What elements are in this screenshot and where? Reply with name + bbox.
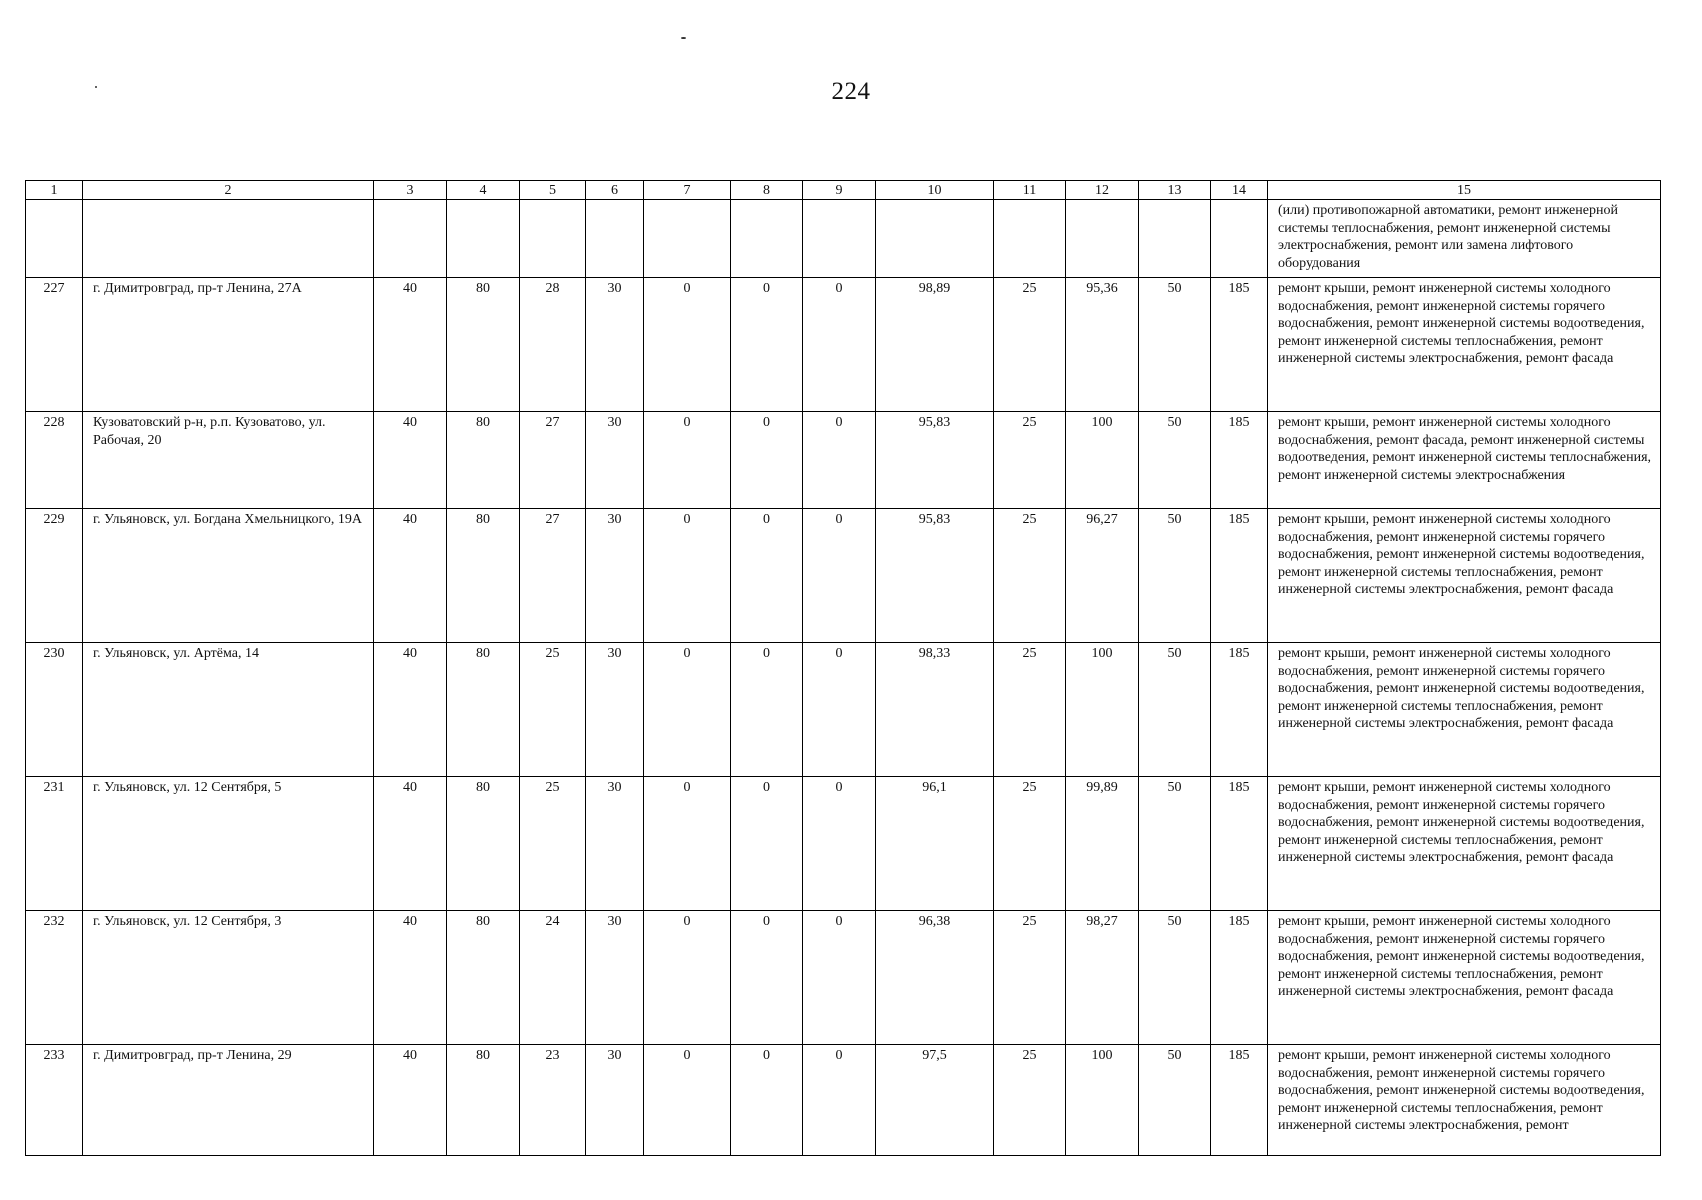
cell-text: 100 [1091,646,1113,661]
cell-text: 230 [43,646,65,661]
works-cell [1268,911,1661,1045]
header-cell: 10 [876,181,994,200]
cell-text: 99,89 [1086,780,1118,795]
value-cell [994,278,1066,412]
cell-text: 40 [403,512,417,527]
value-cell [374,278,447,412]
value-cell [1211,911,1268,1045]
cell-text: 0 [683,914,691,929]
table-row [26,911,1661,1045]
cell-text: г. Димитровград, пр-т Ленина, 27А [93,281,302,296]
cell-text: 98,89 [918,281,951,296]
value-cell [644,777,731,911]
table-row [26,1045,1661,1156]
value-cell [520,412,586,509]
value-cell [876,278,994,412]
header-cell: 12 [1066,181,1139,200]
cell-text: Кузоватовский р-н, р.п. Кузоватово, ул. Рабочая, 20 [93,415,326,448]
cell-text: 96,27 [1086,512,1118,527]
value-cell [586,643,644,777]
header-cell: 13 [1139,181,1211,200]
cell-text: ремонт крыши, ремонт инженерной системы холодного водоснабжения, ремонт инженерной системы горячего водоснабжения, ремонт инженерной системы водоотведения, ремонт инженерной системы теплоснабжения, ремонт инженерной системы электроснабжения, ремонт фасада [1278,646,1645,731]
cell-text: 25 [1022,281,1037,296]
value-cell [731,1045,803,1156]
scan-speck [95,86,97,88]
address-cell [83,412,374,509]
value-cell [1066,911,1139,1045]
value-cell [374,643,447,777]
value-cell [1066,278,1139,412]
cell-text: 97,5 [922,1048,947,1063]
continuation-row [26,200,1661,278]
header-cell: 11 [994,181,1066,200]
scan-speck [681,37,686,39]
cell-text: 40 [403,914,417,929]
value-cell [1139,278,1211,412]
value-cell [1211,509,1268,643]
cell-text: 231 [43,780,65,795]
value-cell [447,643,520,777]
value-cell [520,643,586,777]
address-cell [83,509,374,643]
header-cell: 7 [644,181,731,200]
value-cell [1139,1045,1211,1156]
value-cell [731,278,803,412]
cell-text: 100 [1091,415,1113,430]
value-cell [520,777,586,911]
cell-text: 50 [1167,1048,1182,1063]
value-cell [1139,777,1211,911]
value-cell [1139,509,1211,643]
cell-text: 40 [403,780,417,795]
cell-text: 185 [1228,914,1250,929]
cell-text: г. Димитровград, пр-т Ленина, 29 [93,1048,292,1063]
value-cell [994,643,1066,777]
value-cell [994,412,1066,509]
header-cell: 9 [803,181,876,200]
cell-text: 50 [1167,415,1182,430]
cell-text: 232 [43,914,65,929]
value-cell [644,1045,731,1156]
value-cell [731,643,803,777]
value-cell [644,643,731,777]
cell-text: 0 [763,780,770,795]
cell-text: 0 [763,1048,770,1063]
header-row [26,181,1661,200]
cell-text: 30 [607,512,622,527]
row-number-cell [26,412,83,509]
cell-text: ремонт крыши, ремонт инженерной системы холодного водоснабжения, ремонт инженерной системы горячего водоснабжения, ремонт инженерной системы водоотведения, ремонт инженерной системы теплоснабжения, ремонт инженерной системы электроснабжения, ремонт фасада [1278,914,1645,999]
cell-text: 30 [607,914,622,929]
value-cell [447,412,520,509]
value-cell [1211,643,1268,777]
value-cell [447,509,520,643]
header-cell: 3 [374,181,447,200]
value-cell [447,911,520,1045]
value-cell [586,1045,644,1156]
value-cell [447,777,520,911]
row-number-cell [26,911,83,1045]
cell-text: 40 [403,281,417,296]
cell-text: 0 [835,646,843,661]
table-row [26,509,1661,643]
value-cell [731,911,803,1045]
cell-text: 100 [1091,1048,1113,1063]
value-cell [803,1045,876,1156]
value-cell [803,777,876,911]
value-cell [520,911,586,1045]
cell-text: 0 [835,512,843,527]
cell-text: 185 [1228,646,1250,661]
value-cell [1066,412,1139,509]
cell-text: 96,1 [922,780,947,795]
value-cell [1211,1045,1268,1156]
cell-text: 185 [1228,1048,1250,1063]
cell-text: 50 [1167,646,1182,661]
cell-text: 27 [545,512,560,527]
cell-text: 233 [43,1048,65,1063]
value-cell [803,412,876,509]
works-cell [1268,509,1661,643]
cell-text: 95,83 [918,512,951,527]
value-cell [876,412,994,509]
cell-text: 40 [403,415,417,430]
cell-text: 0 [835,415,843,430]
cell-text: 23 [545,1048,560,1063]
cell-text: 25 [1022,914,1037,929]
cell-text: 30 [607,1048,622,1063]
value-cell [1139,643,1211,777]
cell-text: г. Ульяновск, ул. Богдана Хмельницкого, 19А [93,512,362,527]
works-cell [1268,412,1661,509]
page-number: 224 [831,78,871,105]
address-cell [83,911,374,1045]
value-cell [586,911,644,1045]
cell-text: 40 [403,646,417,661]
value-cell [994,777,1066,911]
value-cell [586,412,644,509]
works-cell [1268,278,1661,412]
cell-text: 0 [835,1048,843,1063]
cell-text: 80 [476,646,490,661]
cell-text: 30 [607,780,622,795]
cell-text: 0 [683,281,691,296]
header-cell: 8 [731,181,803,200]
cell-text: 80 [476,780,490,795]
cell-text: 0 [763,914,770,929]
address-cell [83,278,374,412]
value-cell [644,509,731,643]
cell-text: 25 [1022,512,1037,527]
cell-text: 0 [763,646,770,661]
works-cell [1268,777,1661,911]
cell-text: 50 [1167,512,1182,527]
value-cell [803,509,876,643]
cell-text: 98,33 [918,646,951,661]
cell-text: 0 [835,780,843,795]
cell-text: г. Ульяновск, ул. 12 Сентября, 3 [93,914,282,929]
cell-text: 0 [763,415,770,430]
cell-text: 25 [1022,415,1037,430]
cell-text: 229 [43,512,65,527]
cell-text: 0 [683,1048,691,1063]
table-row [26,278,1661,412]
value-cell [374,777,447,911]
value-cell [520,509,586,643]
cell-text: 95,36 [1086,281,1118,296]
value-cell [1139,911,1211,1045]
cell-text: 25 [545,646,560,661]
value-cell [520,1045,586,1156]
value-cell [803,278,876,412]
value-cell [1139,412,1211,509]
row-number-cell [26,777,83,911]
value-cell [1066,777,1139,911]
cell-text: 96,38 [918,914,951,929]
header-cell: 6 [586,181,644,200]
value-cell [1211,777,1268,911]
cell-text: г. Ульяновск, ул. 12 Сентября, 5 [93,780,282,795]
cell-text: 185 [1228,512,1250,527]
value-cell [876,643,994,777]
cell-text: 0 [683,646,691,661]
cell-text: 227 [43,281,65,296]
cell-text: 27 [545,415,560,430]
value-cell [374,412,447,509]
cell-text: 185 [1228,281,1250,296]
cell-text: 25 [1022,646,1037,661]
value-cell [876,1045,994,1156]
cell-text: 0 [835,281,843,296]
address-cell [83,777,374,911]
cell-text: 0 [683,415,691,430]
value-cell [731,509,803,643]
cell-text: 50 [1167,281,1182,296]
value-cell [374,509,447,643]
value-cell [803,643,876,777]
row-number-cell [26,278,83,412]
header-cell: 14 [1211,181,1268,200]
value-cell [1066,509,1139,643]
cell-text: 185 [1228,780,1250,795]
value-cell [1066,1045,1139,1156]
address-cell [83,1045,374,1156]
value-cell [994,911,1066,1045]
cell-text: 80 [476,512,490,527]
header-cell: 15 [1268,181,1661,200]
header-cell: 5 [520,181,586,200]
table-row [26,643,1661,777]
cell-text: 80 [476,281,490,296]
works-cell: (или) противопожарной автоматики, ремонт инженерной системы теплоснабжения, ремонт инженерной системы электроснабжения, ремонт или замена лифтового оборудования [1268,200,1661,278]
cell-text: 30 [607,646,622,661]
value-cell [447,1045,520,1156]
value-cell [876,777,994,911]
cell-text: 50 [1167,780,1182,795]
cell-text: 0 [763,512,770,527]
value-cell [876,509,994,643]
cell-text: 30 [607,415,622,430]
cell-text: 0 [835,914,843,929]
works-cell [1268,643,1661,777]
row-number-cell [26,1045,83,1156]
value-cell [994,1045,1066,1156]
value-cell [644,412,731,509]
value-cell [803,911,876,1045]
value-cell [374,911,447,1045]
cell-text: ремонт крыши, ремонт инженерной системы холодного водоснабжения, ремонт инженерной системы горячего водоснабжения, ремонт инженерной системы водоотведения, ремонт инженерной системы теплоснабжения, ремонт инженерной системы электроснабжения, ремонт [1278,1048,1645,1133]
value-cell [1211,278,1268,412]
cell-text: 185 [1228,415,1250,430]
cell-text: ремонт крыши, ремонт инженерной системы холодного водоснабжения, ремонт инженерной системы горячего водоснабжения, ремонт инженерной системы водоотведения, ремонт инженерной системы теплоснабжения, ремонт инженерной системы электроснабжения, ремонт фасада [1278,512,1645,597]
value-cell [994,509,1066,643]
cell-text: 40 [403,1048,417,1063]
value-cell [586,278,644,412]
value-cell [644,278,731,412]
cell-text: 80 [476,415,490,430]
works-cell [1268,1045,1661,1156]
cell-text: 25 [1022,1048,1037,1063]
cell-text: 28 [545,281,560,296]
cell-text: 0 [683,780,691,795]
cell-text: 95,83 [918,415,951,430]
value-cell [731,777,803,911]
value-cell [1066,643,1139,777]
cell-text: 98,27 [1086,914,1118,929]
value-cell [586,509,644,643]
table-row [26,412,1661,509]
header-cell: 1 [26,181,83,200]
cell-text: ремонт крыши, ремонт инженерной системы холодного водоснабжения, ремонт инженерной системы горячего водоснабжения, ремонт инженерной системы водоотведения, ремонт инженерной системы теплоснабжения, ремонт инженерной системы электроснабжения, ремонт фасада [1278,281,1645,366]
value-cell [876,911,994,1045]
value-cell [374,1045,447,1156]
table-row [26,777,1661,911]
cell-text: г. Ульяновск, ул. Артёма, 14 [93,646,259,661]
cell-text: 0 [763,281,770,296]
header-cell: 2 [83,181,374,200]
cell-text: 50 [1167,914,1182,929]
value-cell [644,911,731,1045]
value-cell [447,278,520,412]
row-number-cell [26,643,83,777]
header-cell: 4 [447,181,520,200]
value-cell [520,278,586,412]
cell-text: 0 [683,512,691,527]
cell-text: 24 [545,914,560,929]
cell-text: ремонт крыши, ремонт инженерной системы холодного водоснабжения, ремонт инженерной системы горячего водоснабжения, ремонт инженерной системы водоотведения, ремонт инженерной системы теплоснабжения, ремонт инженерной системы электроснабжения, ремонт фасада [1278,780,1645,865]
row-number-cell [26,509,83,643]
cell-text: ремонт крыши, ремонт инженерной системы холодного водоснабжения, ремонт фасада, ремонт инженерной системы водоотведения, ремонт инженерной системы теплоснабжения, ремонт инженерной системы электроснабжения [1278,415,1652,483]
program-table [25,180,1661,1156]
value-cell [731,412,803,509]
cell-text: 228 [43,415,65,430]
cell-text: 80 [476,1048,490,1063]
value-cell [1211,412,1268,509]
cell-text: 25 [545,780,560,795]
cell-text: 30 [607,281,622,296]
address-cell [83,643,374,777]
cell-text: 25 [1022,780,1037,795]
cell-text: 80 [476,914,490,929]
value-cell [586,777,644,911]
